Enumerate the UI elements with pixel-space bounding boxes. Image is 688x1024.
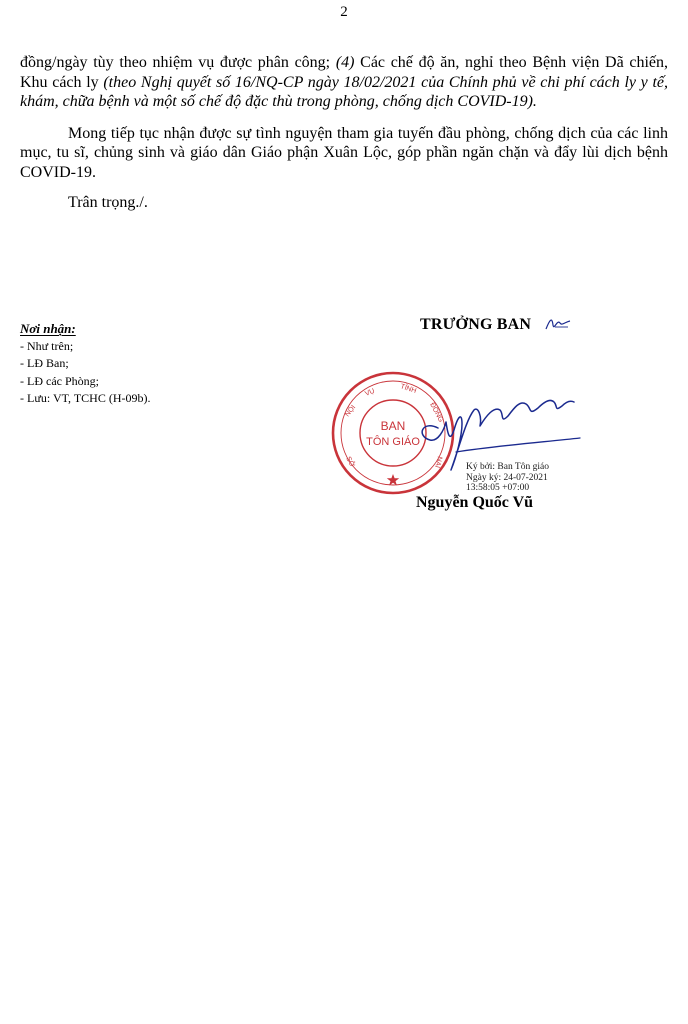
recipient-item: - Lưu: VT, TCHC (H-09b). — [20, 391, 151, 405]
recipients-block — [20, 320, 151, 408]
paragraph-request: Mong tiếp tục nhận được sự tình nguyện tham gia tuyến đầu phòng, chống dịch của các linh mục, tu sĩ, chủng sinh và giáo dân Giáo phận Xuân Lộc, góp phần ngăn chặn và đẩy lùi dịch bệnh COVID-19. — [20, 124, 668, 181]
svg-text:TỈNH: TỈNH — [399, 383, 418, 395]
svg-text:TÔN GIÁO: TÔN GIÁO — [366, 436, 420, 448]
closing-salutation: Trân trọng./. — [68, 193, 148, 211]
recipient-item: - LĐ Ban; — [20, 356, 69, 370]
recipient-item: - Như trên; — [20, 338, 74, 353]
svg-text:BAN: BAN — [380, 419, 406, 433]
document-body — [20, 53, 668, 212]
signer-name: Nguyễn Quốc Vũ — [416, 494, 534, 511]
svg-text:SỞ: SỞ — [344, 455, 356, 469]
signed-time: 13:58:05 +07:00 — [466, 483, 530, 493]
svg-text:NỘI: NỘI — [344, 404, 358, 419]
digital-signature-info — [466, 462, 549, 494]
signed-by: Ký bởi: Ban Tôn giáo — [466, 462, 549, 472]
initial-mark — [543, 313, 573, 335]
svg-text:ĐỒNG: ĐỒNG — [428, 401, 445, 424]
recipient-item: - LĐ các Phòng; — [20, 373, 99, 388]
signer-title: TRƯỞNG BAN — [420, 316, 532, 333]
handwritten-signature — [404, 376, 589, 476]
paragraph-text: Các chế độ ăn, nghỉ theo Bệnh viện Dã chiến, Khu cách ly — [20, 54, 669, 91]
paragraph-continuation — [20, 53, 668, 112]
signed-date: Ngày ký: 24-07-2021 — [466, 472, 548, 483]
svg-text:NAI: NAI — [433, 455, 443, 469]
recipients-title: Nơi nhận: — [20, 321, 76, 336]
paragraph-text: đồng/ngày tùy theo nhiệm vụ được phân công; — [20, 54, 336, 71]
item-number: (4) — [335, 54, 355, 71]
svg-text:VỤ: VỤ — [364, 387, 376, 398]
legal-reference: (theo Nghị quyết số 16/NQ-CP ngày 18/02/2021 của Chính phủ về chi phí cách ly y tế, khám, chữa bệnh và một số chế độ đặc thù trong phòng, chống dịch COVID-19). — [20, 73, 669, 111]
page-number: 2 — [340, 4, 348, 20]
